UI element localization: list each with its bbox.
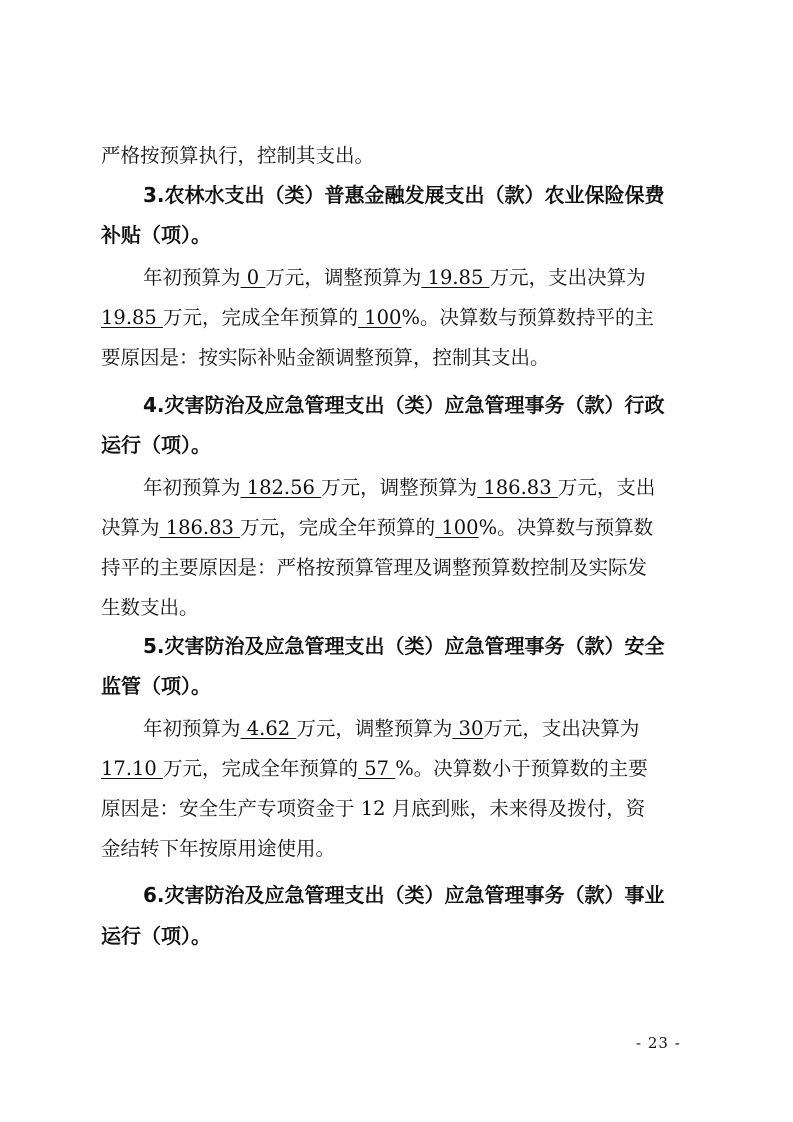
section-3-heading-cont: 补贴（项）。 <box>101 223 211 247</box>
adjusted-budget-value: 19.85 <box>421 266 490 289</box>
paragraph-line: 金结转下年按原用途使用。 <box>101 837 336 860</box>
section-4-heading-cont: 运行（项）。 <box>101 433 211 457</box>
paragraph-line: 生数支出。 <box>101 596 199 619</box>
paragraph-line: 严格按预算执行，控制其支出。 <box>101 144 375 167</box>
adjusted-budget-value: 30 <box>452 717 484 740</box>
completion-rate-value: 57 <box>358 757 396 780</box>
completion-rate-value: 100 <box>435 516 479 539</box>
paragraph-line: 年初预算为 4.62 万元，调整预算为 30万元，支出决算为 <box>143 717 640 740</box>
paragraph-line: 持平的主要原因是：严格按预算管理及调整预算数控制及实际发 <box>101 556 648 579</box>
paragraph-line: 年初预算为 182.56 万元，调整预算为 186.83 万元，支出 <box>143 476 656 499</box>
final-account-value: 17.10 <box>101 757 164 780</box>
final-account-value: 19.85 <box>101 306 164 329</box>
section-6-heading-cont: 运行（项）。 <box>101 924 211 948</box>
initial-budget-value: 4.62 <box>240 717 297 740</box>
adjusted-budget-value: 186.83 <box>477 476 558 499</box>
section-5-heading-cont: 监管（项）。 <box>101 674 211 698</box>
paragraph-line: 原因是：安全生产专项资金于 12 月底到账，未来得及拨付，资 <box>101 797 646 820</box>
section-4-heading: 4.灾害防治及应急管理支出（类）应急管理事务（款）行政 <box>143 393 665 417</box>
completion-rate-value: 100 <box>358 306 402 329</box>
section-5-heading: 5.灾害防治及应急管理支出（类）应急管理事务（款）安全 <box>143 634 665 658</box>
paragraph-line: 19.85 万元，完成全年预算的 100%。决算数与预算数持平的主 <box>101 306 654 329</box>
paragraph-line: 决算为 186.83 万元，完成全年预算的 100%。决算数与预算数 <box>101 516 654 539</box>
final-account-value: 186.83 <box>159 516 241 539</box>
page-number: - 23 - <box>636 1034 681 1052</box>
paragraph-line: 要原因是：按实际补贴金额调整预算，控制其支出。 <box>101 346 550 369</box>
paragraph-line: 年初预算为 0 万元，调整预算为 19.85 万元，支出决算为 <box>143 266 646 289</box>
section-3-heading: 3.农林水支出（类）普惠金融发展支出（款）农业保险保费 <box>143 183 665 207</box>
section-6-heading: 6.灾害防治及应急管理支出（类）应急管理事务（款）事业 <box>143 883 665 907</box>
initial-budget-value: 0 <box>240 266 266 289</box>
paragraph-line: 17.10 万元，完成全年预算的 57 %。决算数小于预算数的主要 <box>101 757 648 780</box>
initial-budget-value: 182.56 <box>240 476 322 499</box>
